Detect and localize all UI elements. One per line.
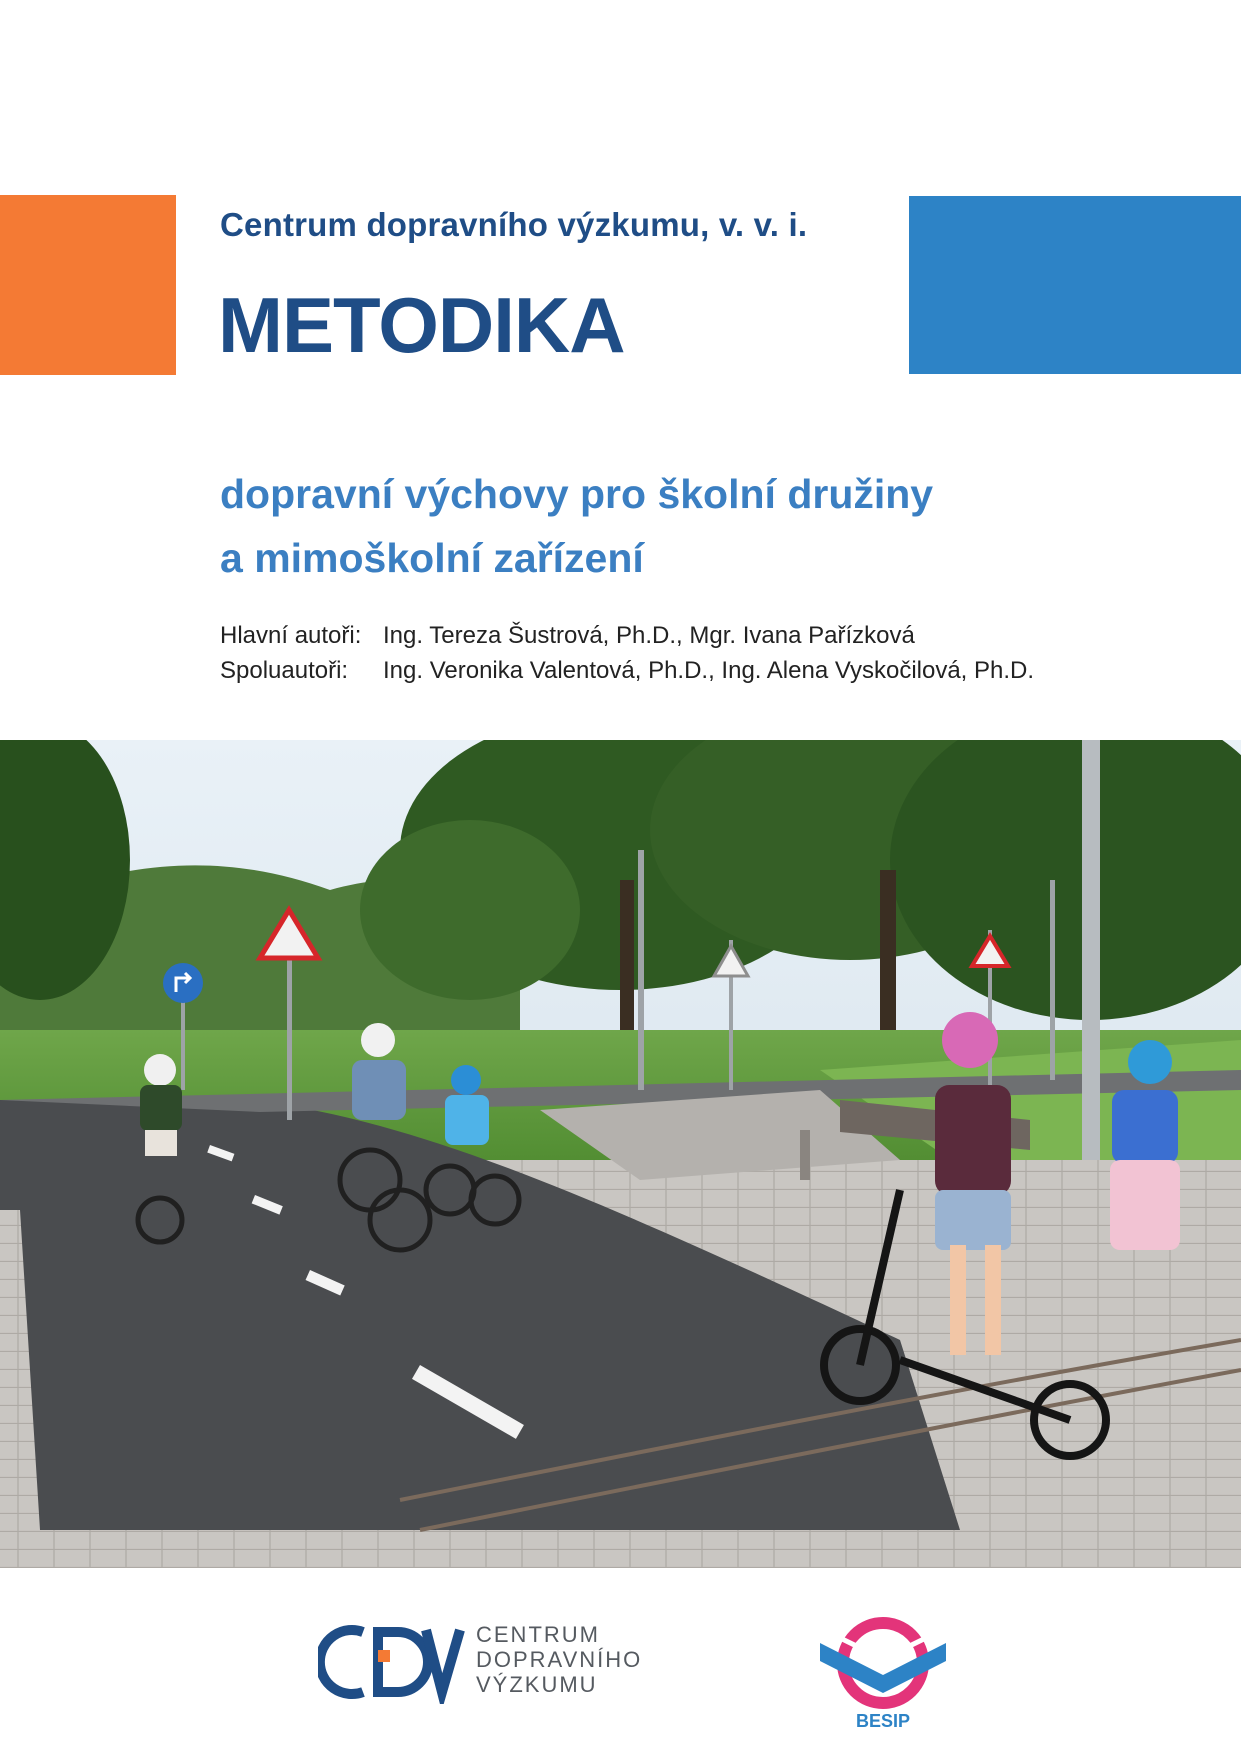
- cdv-logo-line-2: DOPRAVNÍHO: [476, 1647, 643, 1672]
- besip-logo-mark-icon: [820, 1605, 946, 1731]
- co-authors-row: [220, 653, 1034, 688]
- subtitle-line-2: a mimoškolní zařízení: [220, 535, 644, 581]
- authors-block: [220, 618, 1034, 688]
- document-title: METODIKA: [218, 281, 625, 369]
- cdv-logo-mark-icon: [318, 1620, 468, 1704]
- co-authors-label: Spoluautoři:: [220, 657, 349, 684]
- orange-accent-block: [0, 195, 176, 375]
- main-authors-row: [220, 618, 1034, 653]
- cover-photo: [0, 740, 1241, 1568]
- subtitle-line-1: dopravní výchovy pro školní družiny: [220, 471, 934, 517]
- main-authors-label: Hlavní autoři:: [220, 622, 362, 649]
- co-authors-names: Ing. Veronika Valentová, Ph.D., Ing. Alena Vyskočilová, Ph.D.: [383, 657, 1035, 684]
- document-subtitle: [220, 462, 933, 590]
- besip-logo: [820, 1605, 946, 1731]
- traffic-playground-illustration: [0, 740, 1241, 1568]
- organization-name: Centrum dopravního výzkumu, v. v. i.: [220, 206, 808, 243]
- blue-accent-block: [909, 196, 1241, 374]
- besip-label: BESIP: [855, 1711, 911, 1731]
- cdv-logo: [318, 1620, 468, 1704]
- main-authors-names: Ing. Tereza Šustrová, Ph.D., Mgr. Ivana Pařízková: [383, 622, 915, 649]
- cdv-logo-text: [476, 1622, 642, 1697]
- cdv-logo-line-3: VÝZKUMU: [476, 1672, 598, 1697]
- cdv-logo-line-1: CENTRUM: [476, 1622, 600, 1647]
